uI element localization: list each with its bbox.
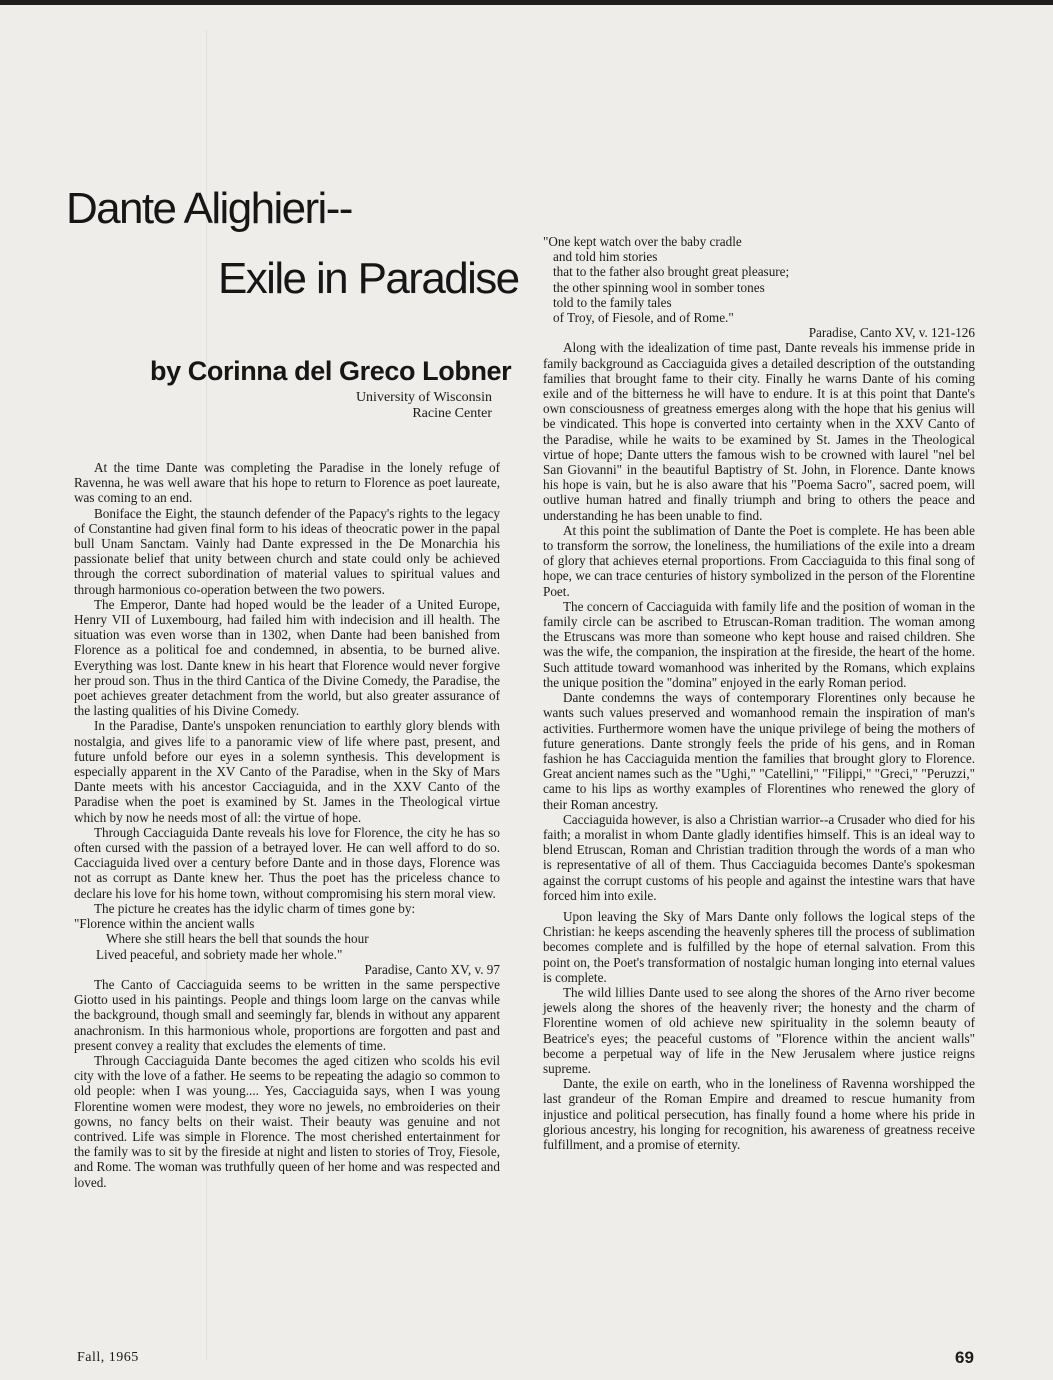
- text-column-left: [74, 460, 500, 1190]
- affiliation-line: University of Wisconsin: [355, 390, 492, 405]
- body-paragraph: Upon leaving the Sky of Mars Dante only follows the logical steps of the Christian: he keeps ascending the heavenly spheres till the process of sublimation becomes complete and is fulfilled by the hope of eternal salvation. From this point on, the Poet's transformation of nostalgic human longing into eternal values is complete.: [543, 908, 975, 985]
- verse-line: "Florence within the ancient walls: [74, 916, 255, 932]
- article-title-line2: Exile in Paradise: [218, 254, 519, 303]
- verse-citation: Paradise, Canto XV, v. 97: [364, 961, 500, 977]
- article-byline: by Corinna del Greco Lobner: [150, 356, 512, 386]
- verse-line: that to the father also brought great pleasure;: [553, 264, 790, 280]
- author-affiliation: [250, 390, 492, 422]
- affiliation-line: Racine Center: [412, 406, 492, 421]
- body-paragraph: At this point the sublimation of Dante the Poet is complete. He has been able to transform the sorrow, the loneliness, the humiliations of the exile into a dream of glory that achieves eternal proportions. From Cacciaguida to this final song of hope, we can trace centuries of history symbolized in the person of the Florentine Poet.: [543, 522, 975, 599]
- verse-line: told to the family tales: [553, 294, 672, 310]
- issue-date: Fall, 1965: [77, 1350, 139, 1365]
- body-paragraph: Through Cacciaguida Dante reveals his love for Florence, the city he has so often cursed with the passion of a betrayed lover. He can well afford to do so. Cacciaguida lived over a century before Dante and in those days, Florence was not as corrupt as Dante knew her. Thus the poet has the priceless chance to declare his love for his home town, without compromising his stern moral view.: [74, 824, 500, 901]
- body-paragraph: The picture he creates has the idylic charm of times gone by:: [94, 900, 416, 916]
- verse-line: of Troy, of Fiesole, and of Rome.": [553, 310, 734, 326]
- body-paragraph: The concern of Cacciaguida with family life and the position of woman in the family circle can be ascribed to Etruscan-Roman tradition. The woman among the Etruscans was more than someone who kept house and raised children. She was the wife, the companion, the inspiration at the fireside, the heart of the home. Such attitude toward womanhood was inherited by the Romans, which explains the unique position the "domina" enjoyed in the early Roman period.: [543, 598, 975, 690]
- verse-line: the other spinning wool in somber tones: [553, 279, 765, 295]
- body-paragraph: The wild lillies Dante used to see along the shores of the Arno river become jewels along the shores of the heavenly river; the honesty and the charm of Florentine women of old achieve new spirituality in the solemn beauty of Beatrice's eyes; the peaceful customs of "Florence within the ancient walls" become a perpetual way of life in the New Jerusalem where justice reigns supreme.: [543, 984, 975, 1076]
- body-paragraph: Along with the idealization of time past, Dante reveals his immense pride in family background as Cacciaguida gives a detailed description of the outstanding families that brought fame to their city. Finally he warns Dante of his coming exile and of the bitterness he will have to endure. It is at this point that Dante's own consciousness of greatness emerges along with the hope that his genius will be vindicated. This hope is converted into certainty when in the XXV Canto of the Paradise, while he waits to be examined by St. James in the Theological virtue of hope; Dante utters the famous wish to be crowned with laurel "nel bel San Giovanni" in the beautiful Baptistry of St. John, in Florence. Dante knows his hope is vain, but he is also aware that his "Poema Sacro", sacred poem, will outlive human hatred and finally triumph and bring to others the peace and understanding he has been unable to find.: [543, 340, 975, 523]
- body-paragraph: In the Paradise, Dante's unspoken renunciation to earthly glory blends with nostalgia, and gives life to a panoramic view of life where past, present, and future unfold before our eyes in a solemn synthesis. This development is especially apparent in the XV Canto of the Paradise, when in the Sky of Mars Dante meets with his ancestor Cacciaguida, and in the XXV Canto of the Paradise when the poet is examined by St. James in the Theological virtue which by now he needs most of all: the virtue of hope.: [74, 718, 500, 825]
- body-paragraph: Dante, the exile on earth, who in the loneliness of Ravenna worshipped the last grandeur of the Roman Empire and dreamed to rescue humanity from injustice and political persecution, has finally found a home where his pride in glorious ancestry, his longing for recognition, his awareness of greatness receive fulfillment, and a promise of eternity.: [543, 1076, 975, 1152]
- body-paragraph: At the time Dante was completing the Paradise in the lonely refuge of Ravenna, he was well aware that his hope to return to Florence as poet laureate, was coming to an end.: [74, 460, 500, 506]
- page-number: 69: [955, 1348, 974, 1367]
- body-paragraph: The Canto of Cacciaguida seems to be written in the same perspective Giotto used in his paintings. People and things loom large on the canvas while the background, though small and seemingly far, blends in without any apparent anachronism. In this harmonious whole, proportions are forgotten and past and present convey a reality that excludes the elements of time.: [74, 976, 500, 1053]
- verse-line: "One kept watch over the baby cradle: [543, 234, 742, 249]
- body-paragraph: Dante condemns the ways of contemporary Florentines only because he wants such values preserved and womanhood remain the inspiration of man's activities. Furthermore women have the unique privilege of being the mothers of future generations. Dante strongly feels the pride of his gens, and in Roman fashion he has Cacciaguida mention the families that brought glory to Florence. Great ancient names such as the "Ughi," "Catellini," "Filippi," "Greci," "Peruzzi," came to his lips as worthy examples of Florentines who renewed the glory of their Roman ancestry.: [543, 690, 975, 812]
- body-paragraph: Through Cacciaguida Dante becomes the aged citizen who scolds his evil city with the love of a father. He seems to be repeating the adagio so common to old people: when I was young.... Yes, Cacciaguida says, when I was young Florentine women were modest, they wore no jewels, no embroideries on their gowns, no fancy belts on their waist. Their beauty was genuine and not contrived. Life was simple in Florence. The most cherished entertainment for the family was to sit by the fireside at night and listen to stories of Troy, Fiesole, and Rome. The woman was truthfully queen of her home and was respected and loved.: [74, 1052, 500, 1190]
- verse-line: and told him stories: [553, 249, 658, 265]
- verse-line: Lived peaceful, and sobriety made her whole.": [96, 946, 343, 962]
- body-paragraph: Cacciaguida however, is also a Christian warrior--a Crusader who died for his faith; a moralist in whom Dante gladly identifies himself. This is an ideal way to blend Etruscan, Roman and Christian tradition through the words of a man who is representative of all of them. Thus Cacciaguida becomes Dante's spokesman against the corrupt customs of his people and against the intestine wars that have forced him into exile.: [543, 811, 975, 903]
- body-paragraph: The Emperor, Dante had hoped would be the leader of a United Europe, Henry VII of Luxembourg, had failed him with indecision and ill health. The situation was even worse than in 1302, when Dante had been banished from Florence as a political foe and condemned, in absentia, to be burned alive. Everything was lost. Dante knew in his heart that Florence would never forgive her proud son. Thus in the third Cantica of the Divine Comedy, the Paradise, the poet achieves greater detachment from the world, but also greater assurance of the lasting qualities of his Divine Comedy.: [74, 596, 500, 719]
- article-title-line1: Dante Alighieri--: [66, 184, 352, 233]
- body-paragraph: Boniface the Eight, the staunch defender of the Papacy's rights to the legacy of Constantine had given final form to his ideas of theocratic power in the papal bull Unam Sanctam. Vainly had Dante expressed in the De Monarchia his passionate belief that unity between church and state could only be achieved through the correct subordination of material values to spiritual values and through harmonious co-operation between the two powers.: [74, 505, 500, 597]
- verse-citation: Paradise, Canto XV, v. 121-126: [808, 325, 975, 341]
- text-column-right: [543, 234, 975, 1152]
- verse-line: Where she still hears the bell that sounds the hour: [106, 931, 369, 947]
- top-edge-rule: [0, 0, 1053, 5]
